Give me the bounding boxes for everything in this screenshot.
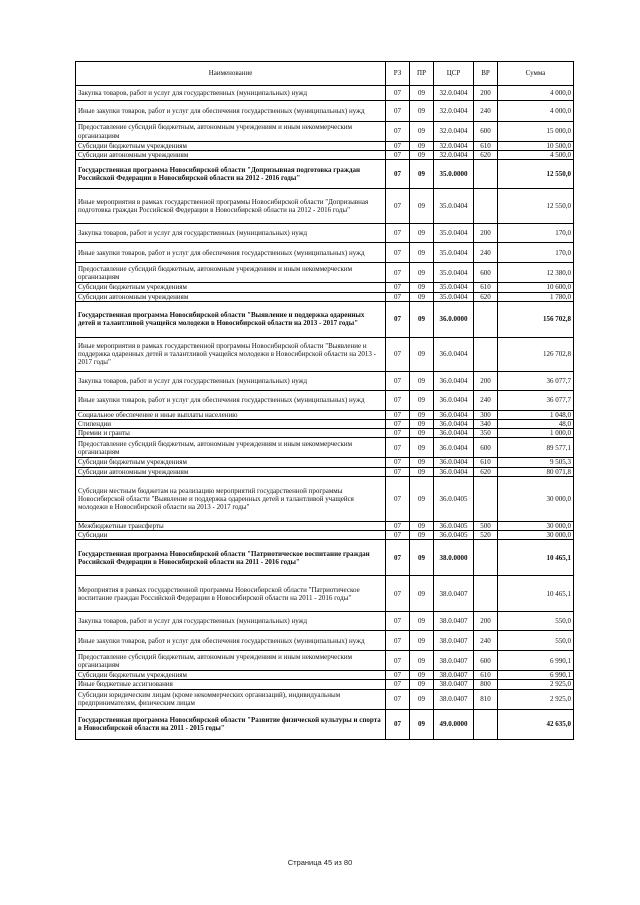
cell-sum: 550,0 [498,612,574,631]
cell-csr: 38.0.0000 [434,540,474,576]
cell-sum: 10 500,0 [498,142,574,151]
cell-csr: 36.0.0405 [434,521,474,530]
cell-csr: 35.0.0000 [434,160,474,189]
table-row [76,576,574,612]
cell-vr: 200 [474,612,498,631]
cell-csr: 35.0.0404 [434,283,474,292]
cell-name: Иные бюджетные ассигнования [76,680,386,689]
cell-csr: 36.0.0404 [434,467,474,476]
cell-sum: 89 577,1 [498,438,574,458]
cell-csr: 36.0.0404 [434,337,474,371]
table-row [76,671,574,680]
cell-pr: 09 [410,680,434,689]
cell-rz: 07 [386,371,410,390]
table-row [76,86,574,101]
cell-rz: 07 [386,531,410,540]
cell-name: Иные закупки товаров, работ и услуг для обеспечения государственных (муниципальных) нужд [76,390,386,410]
page-number: Страница 45 из 80 [287,858,353,867]
cell-rz: 07 [386,243,410,263]
cell-rz: 07 [386,301,410,337]
cell-rz: 07 [386,576,410,612]
table-row [76,390,574,410]
cell-vr [474,189,498,224]
cell-pr: 09 [410,371,434,390]
cell-csr: 35.0.0404 [434,263,474,283]
cell-csr: 32.0.0404 [434,151,474,160]
cell-pr: 09 [410,301,434,337]
cell-pr: 09 [410,189,434,224]
cell-sum: 30 000,0 [498,521,574,530]
cell-name: Предоставление субсидий бюджетным, автономным учреждениям и иным некоммерческим организациям [76,651,386,671]
cell-csr: 36.0.0000 [434,301,474,337]
cell-rz: 07 [386,429,410,438]
cell-pr: 09 [410,224,434,243]
cell-pr: 09 [410,521,434,530]
cell-name: Субсидии бюджетным учреждениям [76,458,386,467]
table-row [76,438,574,458]
header-csr: ЦСР [434,62,474,86]
cell-rz: 07 [386,467,410,476]
cell-vr: 600 [474,263,498,283]
cell-pr: 09 [410,263,434,283]
cell-sum: 4 000,0 [498,101,574,122]
cell-rz: 07 [386,122,410,142]
cell-name: Субсидии местным бюджетам на реализацию мероприятий государственной программы Новосибирской области "Выявление и поддержка одаренных детей и талантливой учащейся молодежи в Новосибирской области на 2013 - 2017 годы" [76,476,386,521]
cell-rz: 07 [386,337,410,371]
cell-vr: 240 [474,631,498,651]
cell-sum: 170,0 [498,243,574,263]
cell-vr: 600 [474,651,498,671]
cell-rz: 07 [386,438,410,458]
cell-csr: 38.0.0407 [434,689,474,709]
cell-name: Стипендии [76,420,386,429]
cell-rz: 07 [386,86,410,101]
cell-name: Предоставление субсидий бюджетным, автономным учреждениям и иным некоммерческим организациям [76,122,386,142]
table-row [76,521,574,530]
cell-vr [474,476,498,521]
cell-rz: 07 [386,101,410,122]
cell-csr: 38.0.0407 [434,612,474,631]
cell-sum: 30 000,0 [498,531,574,540]
cell-csr: 35.0.0404 [434,292,474,301]
cell-vr: 810 [474,689,498,709]
cell-name: Иные закупки товаров, работ и услуг для обеспечения государственных (муниципальных) нужд [76,101,386,122]
cell-csr: 32.0.0404 [434,142,474,151]
cell-pr: 09 [410,410,434,419]
cell-csr: 36.0.0404 [434,390,474,410]
cell-name: Субсидии автономным учреждениям [76,467,386,476]
table-row [76,651,574,671]
cell-name: Субсидии бюджетным учреждениям [76,671,386,680]
cell-vr: 600 [474,438,498,458]
cell-csr: 38.0.0407 [434,671,474,680]
cell-rz: 07 [386,521,410,530]
cell-vr: 200 [474,224,498,243]
cell-pr: 09 [410,151,434,160]
cell-sum: 1 780,0 [498,292,574,301]
table-row [76,458,574,467]
cell-csr: 36.0.0404 [434,438,474,458]
cell-vr: 200 [474,86,498,101]
program-row [76,160,574,189]
cell-csr: 32.0.0404 [434,101,474,122]
cell-name: Закупка товаров, работ и услуг для государственных (муниципальных) нужд [76,224,386,243]
cell-csr: 36.0.0404 [434,410,474,419]
program-row [76,301,574,337]
cell-sum: 48,0 [498,420,574,429]
cell-pr: 09 [410,390,434,410]
cell-sum: 6 990,1 [498,651,574,671]
cell-rz: 07 [386,142,410,151]
cell-pr: 09 [410,420,434,429]
cell-rz: 07 [386,651,410,671]
budget-table [75,61,574,740]
table-row [76,420,574,429]
cell-vr: 340 [474,420,498,429]
cell-sum: 550,0 [498,631,574,651]
table-row [76,283,574,292]
cell-name: Закупка товаров, работ и услуг для государственных (муниципальных) нужд [76,86,386,101]
cell-sum: 2 925,0 [498,689,574,709]
cell-name: Государственная программа Новосибирской области "Допризывная подготовка граждан Российской Федерации в Новосибирской области на 2012 - 2016 годы" [76,160,386,189]
cell-name: Иные закупки товаров, работ и услуг для обеспечения государственных (муниципальных) нужд [76,243,386,263]
cell-name: Премии и гранты [76,429,386,438]
table-row [76,531,574,540]
cell-name: Предоставление субсидий бюджетным, автономным учреждениям и иным некоммерческим организациям [76,263,386,283]
table-row [76,410,574,419]
cell-pr: 09 [410,576,434,612]
program-row [76,709,574,739]
cell-vr: 610 [474,142,498,151]
cell-pr: 09 [410,438,434,458]
table-row [76,101,574,122]
header-vr: ВР [474,62,498,86]
cell-sum: 1 048,0 [498,410,574,419]
cell-sum: 15 000,0 [498,122,574,142]
cell-name: Иные закупки товаров, работ и услуг для обеспечения государственных (муниципальных) нужд [76,631,386,651]
cell-csr: 49.0.0000 [434,709,474,739]
table-row [76,151,574,160]
cell-rz: 07 [386,292,410,301]
header-sum: Сумма [498,62,574,86]
cell-name: Субсидии [76,531,386,540]
cell-csr: 32.0.0404 [434,122,474,142]
cell-csr: 35.0.0404 [434,224,474,243]
cell-name: Мероприятия в рамках государственной программы Новосибирской области "Патриотическое воспитание граждан Российской Федерации в Новосибирской области на 2011 - 2016 годы" [76,576,386,612]
table-row [76,292,574,301]
header-pr: ПР [410,62,434,86]
cell-csr: 32.0.0404 [434,86,474,101]
header-name: Наименование [76,62,386,86]
table-row [76,142,574,151]
cell-pr: 09 [410,429,434,438]
cell-csr: 38.0.0407 [434,631,474,651]
cell-name: Предоставление субсидий бюджетным, автономным учреждениям и иным некоммерческим организациям [76,438,386,458]
table-row [76,631,574,651]
cell-csr: 36.0.0404 [434,429,474,438]
cell-rz: 07 [386,263,410,283]
cell-pr: 09 [410,540,434,576]
table-row [76,429,574,438]
table-row [76,243,574,263]
cell-sum: 42 635,0 [498,709,574,739]
cell-sum: 4 000,0 [498,86,574,101]
cell-vr: 610 [474,283,498,292]
cell-pr: 09 [410,476,434,521]
cell-sum: 2 925,0 [498,680,574,689]
cell-csr: 35.0.0404 [434,243,474,263]
cell-sum: 1 000,0 [498,429,574,438]
table-row [76,689,574,709]
cell-vr [474,337,498,371]
table-row [76,680,574,689]
cell-vr: 600 [474,122,498,142]
cell-vr [474,160,498,189]
cell-name: Субсидии автономным учреждениям [76,151,386,160]
cell-name: Субсидии бюджетным учреждениям [76,283,386,292]
cell-vr: 610 [474,671,498,680]
cell-pr: 09 [410,631,434,651]
cell-rz: 07 [386,476,410,521]
cell-pr: 09 [410,142,434,151]
cell-rz: 07 [386,160,410,189]
cell-sum: 10 465,1 [498,540,574,576]
cell-pr: 09 [410,651,434,671]
cell-rz: 07 [386,689,410,709]
cell-pr: 09 [410,337,434,371]
cell-vr: 240 [474,243,498,263]
cell-csr: 38.0.0407 [434,680,474,689]
cell-vr: 620 [474,467,498,476]
cell-rz: 07 [386,151,410,160]
cell-name: Иные мероприятия в рамках государственной программы Новосибирской области "Допризывная подготовка граждан Российской Федерации в Новосибирской области на 2012 - 2016 годы" [76,189,386,224]
cell-rz: 07 [386,458,410,467]
cell-name: Социальное обеспечение и иные выплаты населению [76,410,386,419]
cell-vr [474,576,498,612]
cell-name: Закупка товаров, работ и услуг для государственных (муниципальных) нужд [76,371,386,390]
cell-vr: 500 [474,521,498,530]
table-row [76,337,574,371]
cell-sum: 126 702,8 [498,337,574,371]
cell-sum: 36 077,7 [498,390,574,410]
cell-pr: 09 [410,283,434,292]
cell-name: Межбюджетные трансферты [76,521,386,530]
cell-name: Субсидии бюджетным учреждениям [76,142,386,151]
cell-rz: 07 [386,283,410,292]
program-row [76,540,574,576]
cell-rz: 07 [386,540,410,576]
cell-pr: 09 [410,86,434,101]
cell-sum: 9 505,3 [498,458,574,467]
cell-rz: 07 [386,680,410,689]
cell-pr: 09 [410,292,434,301]
cell-pr: 09 [410,160,434,189]
cell-name: Государственная программа Новосибирской области "Выявление и поддержка одаренных детей и талантливой учащейся молодежи в Новосибирской области на 2013 - 2017 годы" [76,301,386,337]
cell-sum: 4 500,0 [498,151,574,160]
cell-sum: 156 702,8 [498,301,574,337]
cell-rz: 07 [386,671,410,680]
cell-name: Иные мероприятия в рамках государственной программы Новосибирской области "Выявление и поддержка одаренных детей и талантливой учащейся молодежи в Новосибирской области на 2013 - 2017 годы" [76,337,386,371]
cell-sum: 36 077,7 [498,371,574,390]
cell-pr: 09 [410,122,434,142]
cell-sum: 12 380,0 [498,263,574,283]
cell-vr: 200 [474,371,498,390]
cell-rz: 07 [386,189,410,224]
table-row [76,263,574,283]
cell-vr: 620 [474,151,498,160]
cell-vr [474,540,498,576]
cell-name: Субсидии автономным учреждениям [76,292,386,301]
cell-csr: 36.0.0404 [434,420,474,429]
cell-csr: 36.0.0405 [434,531,474,540]
table-row [76,612,574,631]
cell-vr: 520 [474,531,498,540]
cell-name: Субсидии юридическим лицам (кроме некоммерческих организаций), индивидуальным предпринимателям, физическим лицам [76,689,386,709]
cell-vr: 350 [474,429,498,438]
cell-csr: 36.0.0405 [434,476,474,521]
cell-rz: 07 [386,631,410,651]
cell-vr: 300 [474,410,498,419]
cell-vr: 240 [474,390,498,410]
cell-pr: 09 [410,243,434,263]
cell-rz: 07 [386,224,410,243]
cell-name: Государственная программа Новосибирской области "Развитие физической культуры и спорта в Новосибирской области на 2011 - 2015 годы" [76,709,386,739]
cell-vr: 240 [474,101,498,122]
cell-pr: 09 [410,671,434,680]
cell-csr: 38.0.0407 [434,576,474,612]
cell-csr: 36.0.0404 [434,371,474,390]
cell-sum: 170,0 [498,224,574,243]
cell-name: Государственная программа Новосибирской области "Патриотическое воспитание граждан Российской Федерации в Новосибирской области на 2011 - 2016 годы" [76,540,386,576]
cell-vr [474,301,498,337]
cell-pr: 09 [410,101,434,122]
cell-vr: 610 [474,458,498,467]
table-row [76,476,574,521]
cell-csr: 36.0.0404 [434,458,474,467]
cell-vr: 620 [474,292,498,301]
cell-sum: 80 071,8 [498,467,574,476]
cell-csr: 35.0.0404 [434,189,474,224]
table-row [76,189,574,224]
cell-sum: 6 990,1 [498,671,574,680]
cell-sum: 12 550,0 [498,160,574,189]
cell-rz: 07 [386,709,410,739]
cell-pr: 09 [410,612,434,631]
table-body [76,86,574,740]
cell-sum: 10 600,0 [498,283,574,292]
cell-pr: 09 [410,709,434,739]
table-row [76,122,574,142]
table-header-row [76,62,574,86]
cell-rz: 07 [386,410,410,419]
cell-pr: 09 [410,531,434,540]
header-rz: РЗ [386,62,410,86]
cell-sum: 12 550,0 [498,189,574,224]
cell-rz: 07 [386,420,410,429]
cell-csr: 38.0.0407 [434,651,474,671]
cell-rz: 07 [386,612,410,631]
cell-name: Закупка товаров, работ и услуг для государственных (муниципальных) нужд [76,612,386,631]
cell-sum: 30 000,0 [498,476,574,521]
cell-pr: 09 [410,458,434,467]
cell-sum: 10 465,1 [498,576,574,612]
cell-rz: 07 [386,390,410,410]
table-row [76,371,574,390]
cell-pr: 09 [410,467,434,476]
cell-vr: 800 [474,680,498,689]
cell-pr: 09 [410,689,434,709]
cell-vr [474,709,498,739]
table-row [76,467,574,476]
table-row [76,224,574,243]
